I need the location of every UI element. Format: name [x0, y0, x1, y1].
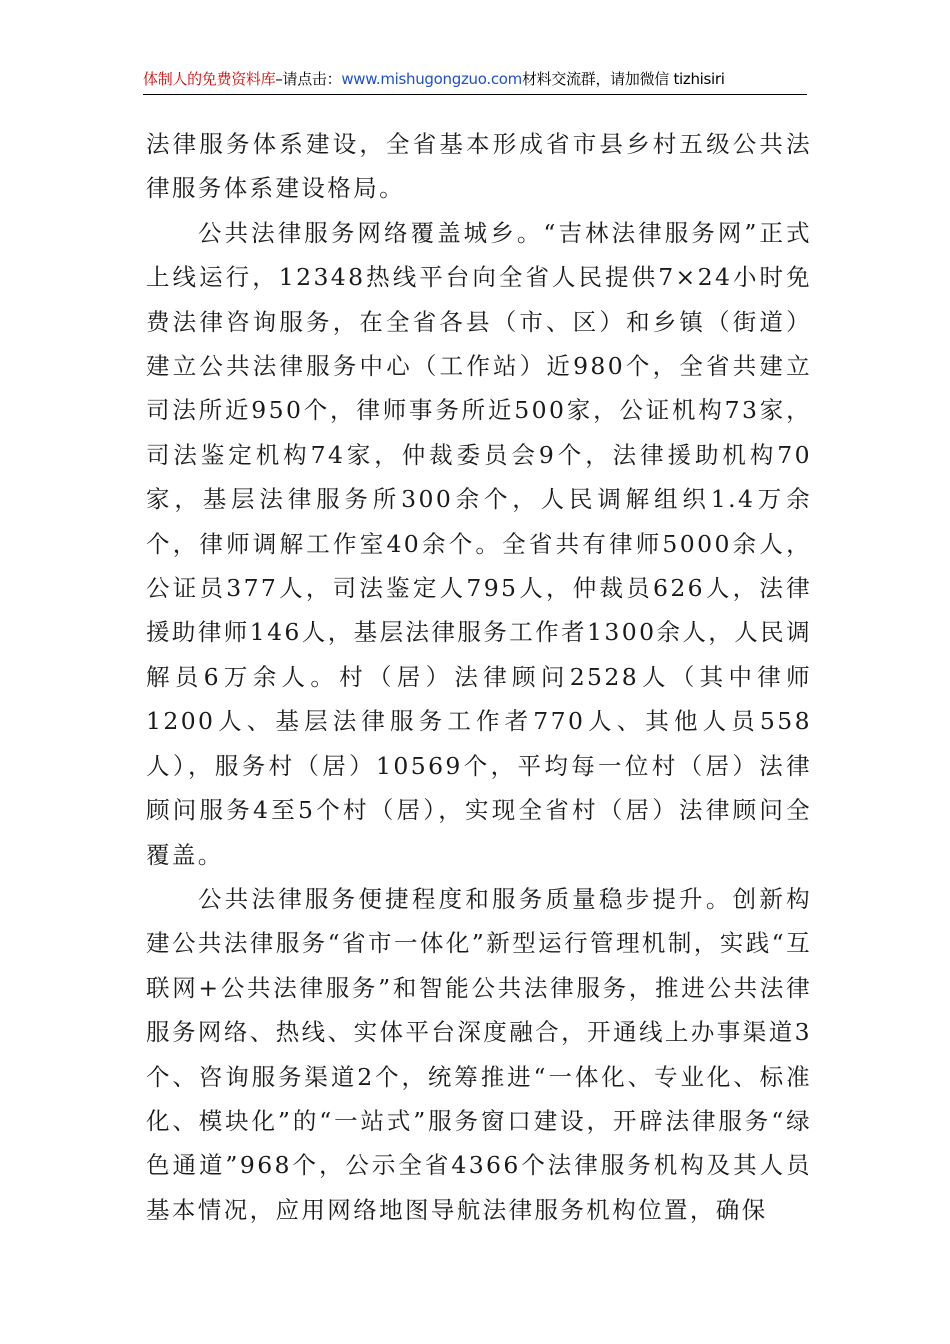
paragraph-service-quality: 公共法律服务便捷程度和服务质量稳步提升。创新构建公共法律服务“省市一体化”新型运行管理机制，实践“互联网+公共法律服务”和智能公共法律服务，推进公共法律服务网络、热线、实体平台深度融合，开通线上办事渠道3个、咨询服务渠道2个，统筹推进“一体化、专业化、标准化、模块化”的“一站式”服务窗口建设，开辟法律服务“绿色通道”968个，公示全省4366个法律服务机构及其人员基本情况，应用网络地图导航法律服务机构位置，确保 — [146, 884, 812, 1224]
header-prompt: –请点击： — [275, 70, 342, 88]
document-body — [146, 122, 812, 1232]
header-brand: 体制人的免费资料库 — [143, 70, 276, 88]
paragraph-network-coverage: 公共法律服务网络覆盖城乡。“吉林法律服务网”正式上线运行，12348热线平台向全省人民提供7×24小时免费法律咨询服务，在全省各县（市、区）和乡镇（街道）建立公共法律服务中心（工作站）近980个，全省共建立司法所近950个，律师事务所近500家，公证机构73家，司法鉴定机构74家，仲裁委员会9个，法律援助机构70家，基层法律服务所300余个，人民调解组织1.4万余个，律师调解工作室40余个。全省共有律师5000余人，公证员377人，司法鉴定人795人，仲裁员626人，法律援助律师146人，基层法律服务工作者1300余人，人民调解员6万余人。村（居）法律顾问2528人（其中律师1200人、基层法律服务工作者770人、其他人员558人），服务村（居）10569个，平均每一位村（居）法律顾问服务4至5个村（居），实现全省村（居）法律顾问全覆盖。 — [146, 218, 812, 869]
header-website-link[interactable]: www.mishugongzuo.com — [341, 70, 522, 88]
header-wechat-note: 材料交流群，请加微信 tizhisiri — [521, 70, 725, 88]
page-header — [143, 66, 807, 95]
paragraph-continuation: 法律服务体系建设，全省基本形成省市县乡村五级公共法律服务体系建设格局。 — [146, 130, 812, 203]
